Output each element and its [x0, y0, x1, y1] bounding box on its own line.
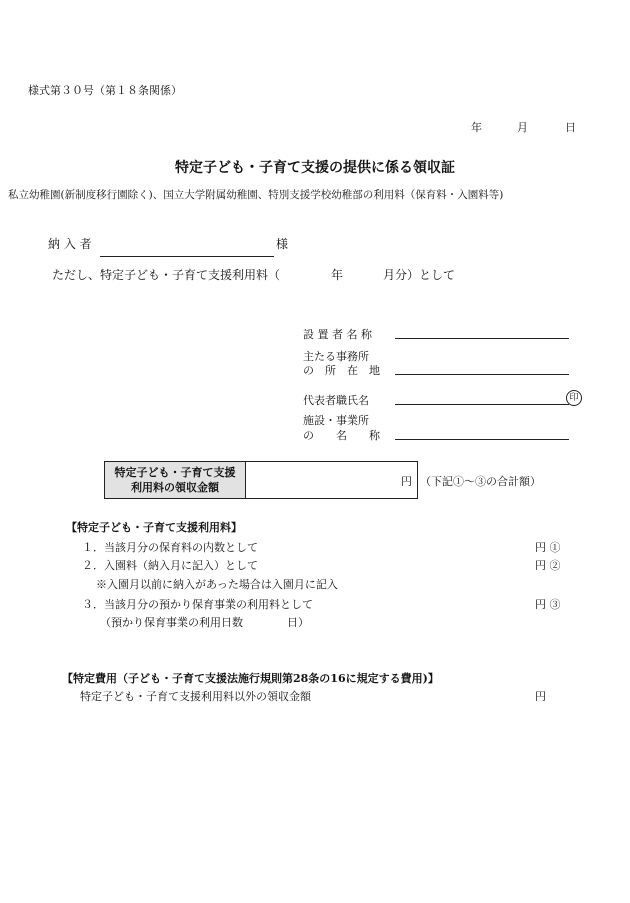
document-subtitle: 私立幼稚園(新制度移行園除く)、国立大学附属幼稚園、特別支援学校幼稚部の利用料（保育料・入園料等) [8, 189, 504, 201]
payer-label: 納 入 者 [48, 237, 92, 251]
office-label-2: の 所 在 地 [303, 364, 380, 377]
facility-label-2: の 名 称 [303, 429, 380, 442]
item-1-unit: 円 ① [535, 541, 561, 554]
purpose-year: 年 [331, 268, 344, 282]
section-b-unit: 円 [535, 690, 546, 703]
section-a-heading: 【特定子ども・子育て支援利用料】 [66, 521, 242, 534]
section-b-heading: 【特定費用（子ども・子育て支援法施行規則第28条の16に規定する費用)】 [62, 672, 439, 685]
founder-name-line[interactable] [395, 338, 569, 339]
office-label-1: 主たる事務所 [303, 350, 369, 363]
item-3-unit: 円 ③ [535, 598, 561, 611]
payer-name-line[interactable] [100, 256, 274, 257]
receipt-label-line2: 利用料の領収金額 [131, 481, 219, 494]
founder-name-label: 設 置 者 名 称 [303, 328, 372, 341]
section-b-item: 特定子ども・子育て支援利用料以外の領収金額 [80, 690, 311, 703]
date-day-label: 日 [565, 121, 576, 134]
payer-suffix: 様 [276, 237, 289, 251]
receipt-amount-field[interactable] [247, 462, 401, 498]
facility-label-1: 施設・事業所 [303, 414, 369, 427]
purpose-month: 月分）として [383, 268, 456, 282]
receipt-amount-label [105, 462, 246, 498]
receipt-amount-box [104, 461, 418, 499]
item-3-note: （預かり保育事業の利用日数 日） [100, 616, 309, 629]
seal-mark: 印 [566, 390, 582, 406]
item-2-text: ２．入園料（納入月に記入）として [82, 559, 258, 572]
item-3-text: ３．当該月分の預かり保育事業の利用料として [82, 598, 313, 611]
receipt-total-note: （下記①～③の合計額） [420, 475, 541, 488]
item-2-unit: 円 ② [535, 559, 561, 572]
office-address-line[interactable] [395, 374, 569, 375]
form-number: 様式第３０号（第１８条関係） [28, 84, 182, 97]
receipt-yen-unit: 円 [401, 475, 412, 488]
purpose-prefix: ただし、特定子ども・子育て支援利用料（ [52, 268, 281, 282]
item-2-note: ※入園月以前に納入があった場合は入園月に記入 [96, 578, 338, 591]
date-month-label: 月 [517, 121, 528, 134]
receipt-label-line1: 特定子ども・子育て支援 [114, 466, 236, 479]
facility-name-line[interactable] [395, 439, 569, 440]
representative-line[interactable] [395, 404, 569, 405]
date-year-label: 年 [471, 121, 482, 134]
item-1-text: １．当該月分の保育料の内数として [82, 541, 258, 554]
representative-label: 代表者職氏名 [303, 394, 369, 407]
document-title: 特定子ども・子育て支援の提供に係る領収証 [175, 160, 455, 176]
